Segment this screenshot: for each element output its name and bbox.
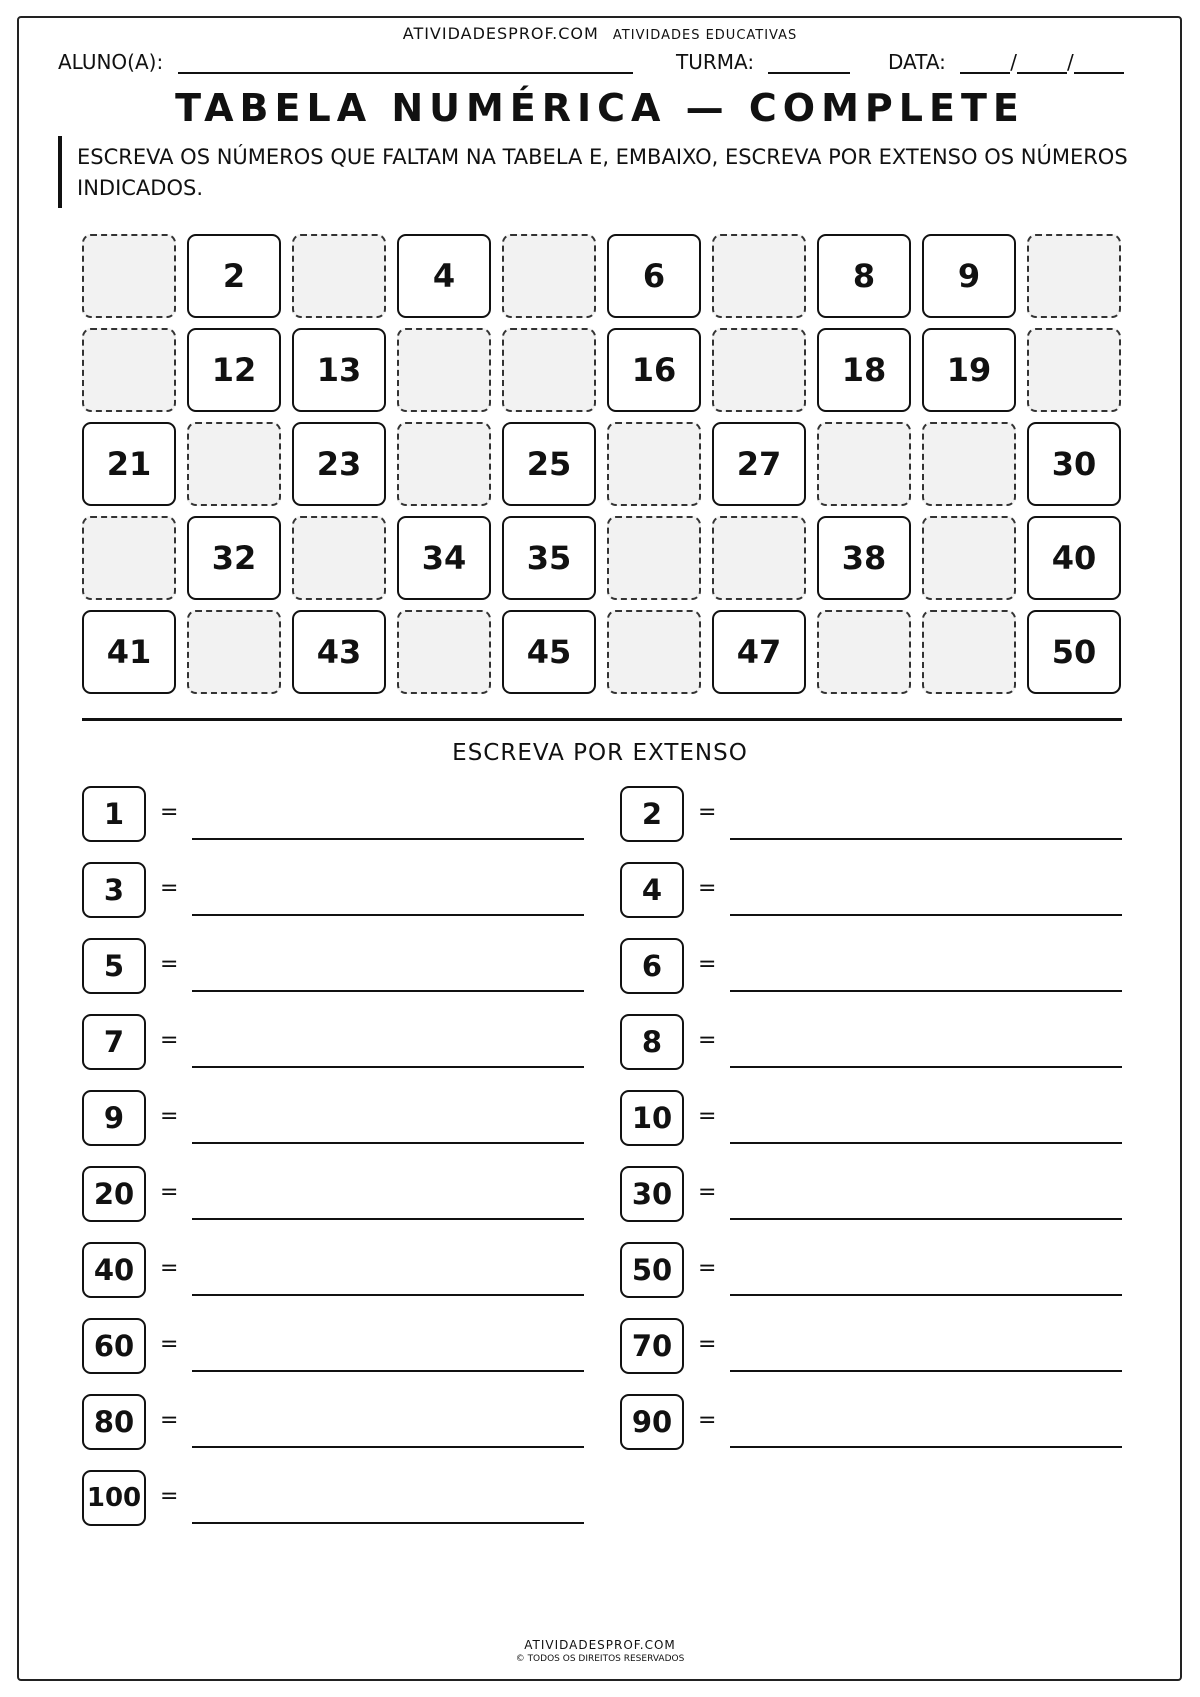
equals-sign: =: [698, 952, 717, 977]
instruction-text: ESCREVA OS NÚMEROS QUE FALTAM NA TABELA E, EMBAIXO, ESCREVA POR EXTENSO OS NÚMEROS INDICADOS.: [77, 145, 1128, 200]
table-cell: 41: [82, 610, 176, 694]
footer-site: ATIVIDADESPROF.COM: [524, 1638, 676, 1652]
extenso-number-box: 3: [82, 862, 146, 918]
answer-line[interactable]: [730, 1218, 1122, 1220]
table-cell: 23: [292, 422, 386, 506]
equals-sign: =: [160, 1332, 179, 1357]
table-cell: 2: [187, 234, 281, 318]
extenso-item: [82, 1470, 594, 1528]
table-cell-blank[interactable]: [922, 516, 1016, 600]
extenso-item: [620, 1318, 1132, 1376]
equals-sign: =: [160, 876, 179, 901]
table-cell-blank[interactable]: [922, 422, 1016, 506]
extenso-number-box: 9: [82, 1090, 146, 1146]
equals-sign: =: [160, 1028, 179, 1053]
extenso-number-box: 90: [620, 1394, 684, 1450]
site-name: ATIVIDADESPROF.COM: [402, 24, 599, 43]
site-header: [0, 24, 1200, 43]
extenso-item: [82, 1166, 594, 1224]
equals-sign: =: [698, 1180, 717, 1205]
answer-line[interactable]: [192, 1218, 584, 1220]
extenso-item: [620, 786, 1132, 844]
answer-line[interactable]: [192, 1066, 584, 1068]
equals-sign: =: [698, 1104, 717, 1129]
aluno-input-line[interactable]: [178, 52, 633, 74]
equals-sign: =: [698, 800, 717, 825]
table-cell-blank[interactable]: [187, 422, 281, 506]
site-subtitle: ATIVIDADES EDUCATIVAS: [612, 28, 798, 43]
table-cell-blank[interactable]: [82, 516, 176, 600]
data-separator: /: [1067, 50, 1074, 74]
table-cell-blank[interactable]: [502, 234, 596, 318]
data-year-line[interactable]: [1074, 52, 1124, 74]
turma-label: TURMA:: [676, 50, 755, 74]
table-cell-blank[interactable]: [922, 610, 1016, 694]
table-cell: 9: [922, 234, 1016, 318]
table-cell-blank[interactable]: [712, 328, 806, 412]
table-cell: 12: [187, 328, 281, 412]
equals-sign: =: [698, 1028, 717, 1053]
extenso-item: [620, 862, 1132, 920]
answer-line[interactable]: [192, 1522, 584, 1524]
table-cell: 8: [817, 234, 911, 318]
extenso-number-box: 1: [82, 786, 146, 842]
data-day-line[interactable]: [960, 52, 1010, 74]
equals-sign: =: [160, 1256, 179, 1281]
extenso-number-box: 30: [620, 1166, 684, 1222]
table-cell-blank[interactable]: [502, 328, 596, 412]
table-cell-blank[interactable]: [607, 516, 701, 600]
extenso-item: [620, 1166, 1132, 1224]
table-cell-blank[interactable]: [712, 234, 806, 318]
number-table: [82, 234, 1122, 694]
section-divider: [82, 718, 1122, 721]
extenso-number-box: 20: [82, 1166, 146, 1222]
table-cell: 21: [82, 422, 176, 506]
table-cell: 47: [712, 610, 806, 694]
table-cell-blank[interactable]: [1027, 328, 1121, 412]
answer-line[interactable]: [730, 1294, 1122, 1296]
table-cell: 25: [502, 422, 596, 506]
extenso-number-box: 6: [620, 938, 684, 994]
extenso-number-box: 7: [82, 1014, 146, 1070]
extenso-item: [82, 1242, 594, 1300]
table-cell: 27: [712, 422, 806, 506]
table-cell-blank[interactable]: [607, 422, 701, 506]
table-cell-blank[interactable]: [82, 328, 176, 412]
extenso-title: ESCREVA POR EXTENSO: [452, 740, 748, 766]
table-cell-blank[interactable]: [187, 610, 281, 694]
aluno-label: ALUNO(A):: [58, 50, 164, 74]
equals-sign: =: [698, 1256, 717, 1281]
table-cell: 34: [397, 516, 491, 600]
extenso-item: [620, 938, 1132, 996]
data-separator: /: [1010, 50, 1018, 74]
answer-line[interactable]: [730, 1142, 1122, 1144]
table-cell-blank[interactable]: [292, 234, 386, 318]
extenso-number-box: 40: [82, 1242, 146, 1298]
extenso-number-box: 10: [620, 1090, 684, 1146]
turma-input-line[interactable]: [768, 52, 850, 74]
answer-line[interactable]: [730, 1370, 1122, 1372]
table-cell: 38: [817, 516, 911, 600]
extenso-item: [82, 786, 594, 844]
extenso-item: [620, 1090, 1132, 1148]
answer-line[interactable]: [192, 838, 584, 840]
answer-line[interactable]: [192, 1446, 584, 1448]
table-cell: 43: [292, 610, 386, 694]
answer-line[interactable]: [730, 914, 1122, 916]
equals-sign: =: [698, 1332, 717, 1357]
equals-sign: =: [698, 876, 717, 901]
table-cell: 6: [607, 234, 701, 318]
answer-line[interactable]: [192, 1294, 584, 1296]
data-month-line[interactable]: [1017, 52, 1067, 74]
equals-sign: =: [160, 952, 179, 977]
answer-line[interactable]: [192, 1370, 584, 1372]
table-cell-blank[interactable]: [817, 422, 911, 506]
extenso-item: [82, 1318, 594, 1376]
table-cell-blank[interactable]: [1027, 234, 1121, 318]
extenso-number-box: 80: [82, 1394, 146, 1450]
table-cell: 16: [607, 328, 701, 412]
turma-field: [676, 50, 850, 74]
table-cell-blank[interactable]: [397, 328, 491, 412]
table-cell-blank[interactable]: [292, 516, 386, 600]
table-cell-blank[interactable]: [397, 610, 491, 694]
table-cell-blank[interactable]: [712, 516, 806, 600]
extenso-number-box: 100: [82, 1470, 146, 1526]
answer-line[interactable]: [730, 1446, 1122, 1448]
table-cell-blank[interactable]: [607, 610, 701, 694]
instruction-bar: [58, 136, 62, 208]
extenso-number-box: 50: [620, 1242, 684, 1298]
table-cell: 13: [292, 328, 386, 412]
extenso-item: [620, 1394, 1132, 1452]
aluno-field: [58, 50, 633, 74]
extenso-item: [82, 1014, 594, 1072]
equals-sign: =: [160, 800, 179, 825]
table-cell-blank[interactable]: [82, 234, 176, 318]
extenso-item: [82, 1394, 594, 1452]
equals-sign: =: [160, 1104, 179, 1129]
answer-line[interactable]: [192, 914, 584, 916]
table-cell: 19: [922, 328, 1016, 412]
footer: [0, 1638, 1200, 1664]
table-cell: 4: [397, 234, 491, 318]
extenso-number-box: 8: [620, 1014, 684, 1070]
equals-sign: =: [160, 1180, 179, 1205]
data-label: DATA:: [888, 50, 946, 74]
table-cell: 35: [502, 516, 596, 600]
answer-line[interactable]: [730, 838, 1122, 840]
extenso-number-box: 4: [620, 862, 684, 918]
table-cell: 32: [187, 516, 281, 600]
extenso-item: [82, 938, 594, 996]
table-cell: 45: [502, 610, 596, 694]
extenso-number-box: 60: [82, 1318, 146, 1374]
table-cell: 40: [1027, 516, 1121, 600]
table-cell: 30: [1027, 422, 1121, 506]
page-title: TABELA NUMÉRICA — COMPLETE: [175, 86, 1025, 130]
extenso-item: [620, 1242, 1132, 1300]
answer-line[interactable]: [192, 990, 584, 992]
extenso-number-box: 5: [82, 938, 146, 994]
extenso-item: [82, 1090, 594, 1148]
extenso-number-box: 70: [620, 1318, 684, 1374]
extenso-item: [620, 1014, 1132, 1072]
equals-sign: =: [160, 1484, 179, 1509]
footer-rights: © TODOS OS DIREITOS RESERVADOS: [515, 1654, 685, 1664]
data-field: [888, 50, 1124, 74]
equals-sign: =: [698, 1408, 717, 1433]
answer-line[interactable]: [192, 1142, 584, 1144]
extenso-number-box: 2: [620, 786, 684, 842]
table-cell-blank[interactable]: [397, 422, 491, 506]
answer-line[interactable]: [730, 990, 1122, 992]
table-cell: 18: [817, 328, 911, 412]
extenso-item: [82, 862, 594, 920]
equals-sign: =: [160, 1408, 179, 1433]
table-cell: 50: [1027, 610, 1121, 694]
table-cell-blank[interactable]: [817, 610, 911, 694]
student-info-fields: [0, 50, 1200, 78]
answer-line[interactable]: [730, 1066, 1122, 1068]
